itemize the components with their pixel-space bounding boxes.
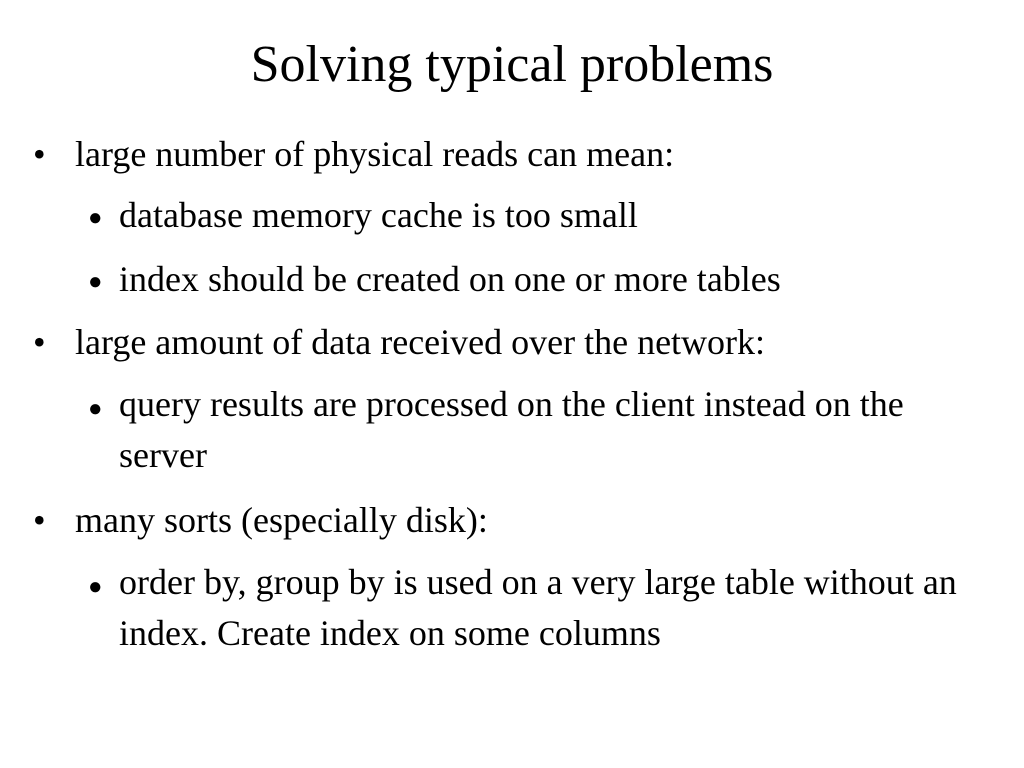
bullet-item-1: large number of physical reads can mean:: [75, 134, 675, 174]
sub-bullet-item-2-1: query results are processed on the client instead on the server: [119, 384, 904, 475]
bullet-icon: •: [33, 134, 46, 174]
sub-bullet-icon: ●: [88, 205, 103, 231]
sub-bullet-icon: ●: [88, 269, 103, 295]
bullet-item-3: many sorts (especially disk):: [75, 500, 488, 540]
slide-title: Solving typical problems: [250, 36, 774, 93]
sub-bullet-icon: ●: [88, 396, 103, 422]
bullet-icon: •: [33, 500, 46, 540]
sub-bullet-item-3-1: order by, group by is used on a very large table without an index. Create index on some columns: [119, 562, 957, 653]
sub-bullet-icon: ●: [88, 574, 103, 600]
sub-bullet-item-1-2: index should be created on one or more tables: [119, 259, 781, 299]
bullet-item-2: large amount of data received over the network:: [75, 322, 766, 362]
bullet-icon: •: [33, 322, 46, 362]
sub-bullet-item-1-1: database memory cache is too small: [119, 195, 638, 235]
